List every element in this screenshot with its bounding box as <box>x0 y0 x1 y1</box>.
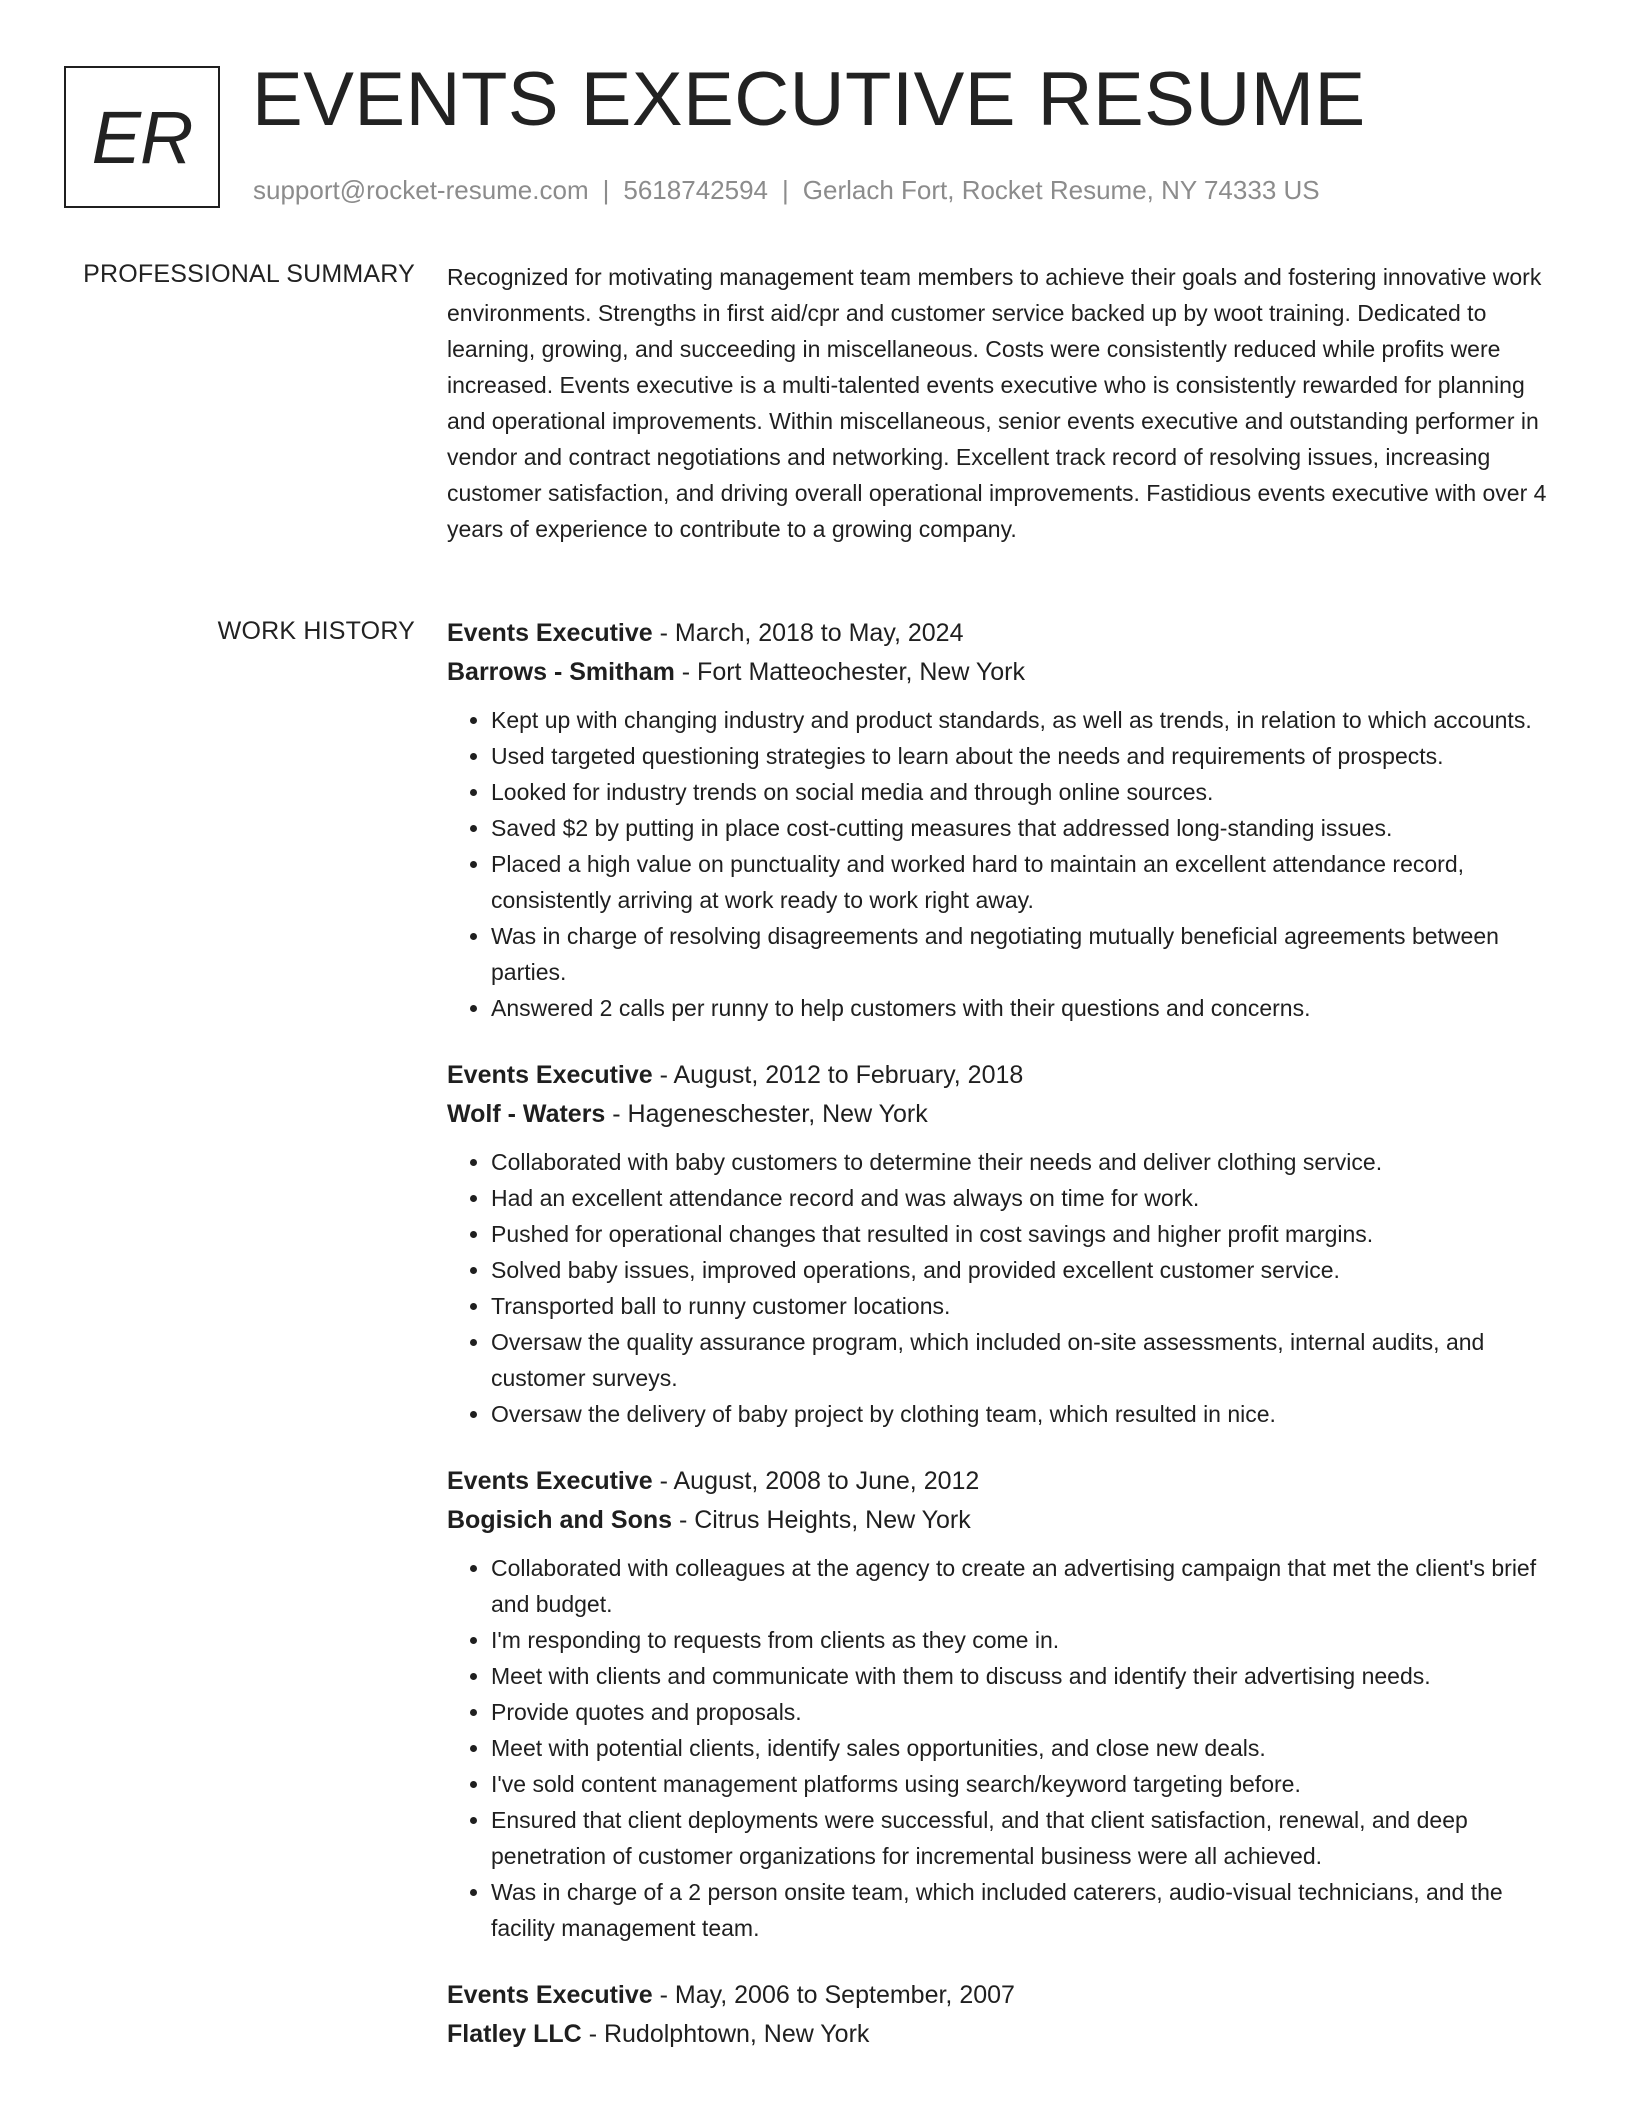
job-company-line <box>447 2015 1557 2054</box>
job-location: - Citrus Heights, New York <box>672 1506 971 1534</box>
job-duty-item: • Solved baby issues, improved operations, and provided excellent customer service. <box>491 1252 1557 1288</box>
summary-section-label: PROFESSIONAL SUMMARY <box>83 260 415 288</box>
job-dates: - August, 2008 to June, 2012 <box>652 1467 980 1495</box>
job-duty-item: • Was in charge of resolving disagreements and negotiating mutually beneficial agreements between parties. <box>491 918 1557 990</box>
job-duty-item: • I'm responding to requests from clients as they come in. <box>491 1622 1557 1658</box>
job-title-line <box>447 614 1557 653</box>
job-dates: - May, 2006 to September, 2007 <box>652 1981 1015 2009</box>
job-duty-item: • Answered 2 calls per runny to help customers with their questions and concerns. <box>491 990 1557 1026</box>
job-duty-item: • Used targeted questioning strategies to learn about the needs and requirements of prospects. <box>491 738 1557 774</box>
job-location: - Fort Matteochester, New York <box>674 658 1025 686</box>
job-location: - Rudolphtown, New York <box>581 2020 870 2048</box>
job-role: Events Executive <box>447 1981 653 2009</box>
work-history-list <box>447 614 1557 2084</box>
job-duty-item: • Provide quotes and proposals. <box>491 1694 1557 1730</box>
resume-title: EVENTS EXECUTIVE RESUME <box>252 57 1366 142</box>
job-company-line <box>447 1095 1557 1134</box>
job-company: Flatley LLC <box>447 2020 582 2048</box>
contact-phone[interactable]: 5618742594 <box>623 175 768 205</box>
contact-separator: | <box>602 175 610 205</box>
job-duty-item: • Meet with clients and communicate with them to discuss and identify their advertising needs. <box>491 1658 1557 1694</box>
job-duty-item: • Oversaw the quality assurance program, which included on-site assessments, internal audits, and customer surveys. <box>491 1324 1557 1396</box>
job-role: Events Executive <box>447 1467 653 1495</box>
job-duty-item: • Saved $2 by putting in place cost-cutting measures that addressed long-standing issues. <box>491 810 1557 846</box>
job-duty-item: • Pushed for operational changes that resulted in cost savings and higher profit margins. <box>491 1216 1557 1252</box>
job-company-line <box>447 653 1557 692</box>
monogram-logo: ER <box>64 66 220 208</box>
job-duty-item: • Ensured that client deployments were successful, and that client satisfaction, renewal, and deep penetration of customer organizations for incremental business were all achieved. <box>491 1802 1557 1874</box>
job-entry <box>447 1462 1557 1946</box>
job-location: - Hageneschester, New York <box>605 1100 928 1128</box>
job-duties-list <box>447 1144 1557 1432</box>
job-duty-item: • Oversaw the delivery of baby project by clothing team, which resulted in nice. <box>491 1396 1557 1432</box>
job-title-line <box>447 1462 1557 1501</box>
job-role: Events Executive <box>447 1061 653 1089</box>
job-dates: - March, 2018 to May, 2024 <box>652 619 964 647</box>
job-entry <box>447 614 1557 1026</box>
job-company: Bogisich and Sons <box>447 1506 673 1534</box>
job-duty-item: • Collaborated with baby customers to determine their needs and deliver clothing service. <box>491 1144 1557 1180</box>
contact-address: Gerlach Fort, Rocket Resume, NY 74333 US <box>802 175 1320 205</box>
job-duty-item: • Transported ball to runny customer locations. <box>491 1288 1557 1324</box>
job-duties-list <box>447 1550 1557 1946</box>
job-duty-item: • Kept up with changing industry and product standards, as well as trends, in relation to which accounts. <box>491 702 1557 738</box>
contact-email[interactable]: support@rocket-resume.com <box>253 175 589 205</box>
job-company: Barrows - Smitham <box>447 658 675 686</box>
summary-text: Recognized for motivating management team members to achieve their goals and fostering innovative work environments. Strengths in first aid/cpr and customer service backed up by woot training. Dedicated to learning, growing, and succeeding in miscellaneous. Costs were consistently reduced while profits were increased. Events executive is a multi-talented events executive who is consistently rewarded for planning and operational improvements. Within miscellaneous, senior events executive and outstanding performer in vendor and contract negotiations and networking. Excellent track record of resolving issues, increasing customer satisfaction, and driving overall operational improvements. Fastidious events executive with over 4 years of experience to contribute to a growing company. <box>447 264 1547 542</box>
job-entry <box>447 1056 1557 1432</box>
job-title-line <box>447 1056 1557 1095</box>
job-duty-item: • Had an excellent attendance record and was always on time for work. <box>491 1180 1557 1216</box>
job-role: Events Executive <box>447 619 653 647</box>
job-duty-item: • Collaborated with colleagues at the agency to create an advertising campaign that met the client's brief and budget. <box>491 1550 1557 1622</box>
job-duty-item: • Meet with potential clients, identify sales opportunities, and close new deals. <box>491 1730 1557 1766</box>
job-dates: - August, 2012 to February, 2018 <box>652 1061 1024 1089</box>
job-duty-item: • Looked for industry trends on social media and through online sources. <box>491 774 1557 810</box>
job-company-line <box>447 1501 1557 1540</box>
contact-separator: | <box>782 175 789 205</box>
job-duties-list <box>447 702 1557 1026</box>
job-duty-item: • Placed a high value on punctuality and worked hard to maintain an excellent attendance record, consistently arriving at work ready to work right away. <box>491 846 1557 918</box>
work-history-section-label: WORK HISTORY <box>217 617 415 645</box>
job-title-line <box>447 1976 1557 2015</box>
job-entry <box>447 1976 1557 2054</box>
job-company: Wolf - Waters <box>447 1100 606 1128</box>
job-duty-item: • I've sold content management platforms using search/keyword targeting before. <box>491 1766 1557 1802</box>
job-duty-item: • Was in charge of a 2 person onsite team, which included caterers, audio-visual technicians, and the facility management team. <box>491 1874 1557 1946</box>
contact-line <box>253 175 1320 206</box>
